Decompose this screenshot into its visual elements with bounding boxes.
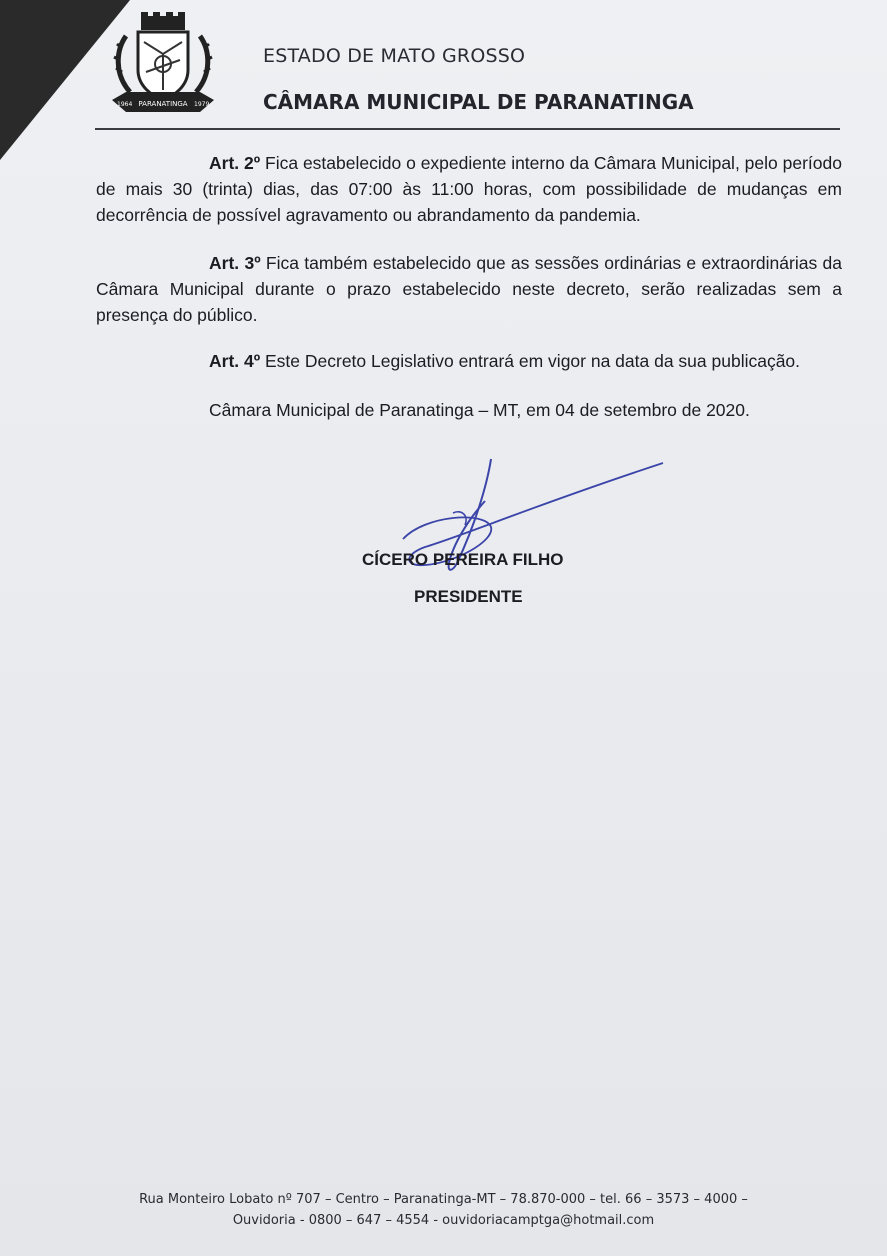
article-2-lead: Art. 2º xyxy=(209,153,261,173)
article-3 xyxy=(96,250,842,328)
footer-address: Rua Monteiro Lobato nº 707 – Centro – Paranatinga-MT – 78.870-000 – tel. 66 – 3573 – 4000 – xyxy=(139,1192,748,1207)
municipal-crest-logo xyxy=(108,12,218,118)
crest-year-left: 1964 xyxy=(117,101,133,108)
article-2-text: Fica estabelecido o expediente interno da Câmara Municipal, pelo período de mais 30 (trinta) dias, das 07:00 às 11:00 horas, com possibilidade de mudanças em decorrência de possível agravamento ou abrandamento da pandemia. xyxy=(96,153,842,225)
footer-ombudsman: Ouvidoria - 0800 – 647 – 4554 - ouvidoriacamptga@hotmail.com xyxy=(232,1213,655,1228)
article-4-lead: Art. 4º xyxy=(209,351,261,371)
state-heading: ESTADO DE MATO GROSSO xyxy=(263,45,526,67)
crest-year-right: 1979 xyxy=(194,101,210,108)
article-4 xyxy=(96,348,842,374)
header-divider xyxy=(95,128,840,130)
chamber-heading: CÂMARA MUNICIPAL DE PARANATINGA xyxy=(263,90,694,114)
article-2 xyxy=(96,150,842,228)
crest-banner-text: PARANATINGA xyxy=(138,100,188,108)
article-3-text: Fica também estabelecido que as sessões ordinárias e extraordinárias da Câmara Municipal durante o prazo estabelecido neste decreto, serão realizadas sem a presença do público. xyxy=(96,253,842,325)
signatory-name: CÍCERO PEREIRA FILHO xyxy=(362,550,564,569)
article-3-lead: Art. 3º xyxy=(209,253,261,273)
signatory-title: PRESIDENTE xyxy=(414,587,523,606)
article-4-text: Este Decreto Legislativo entrará em vigor na data da sua publicação. xyxy=(265,351,801,371)
closing-date-line: Câmara Municipal de Paranatinga – MT, em 04 de setembro de 2020. xyxy=(209,400,750,420)
